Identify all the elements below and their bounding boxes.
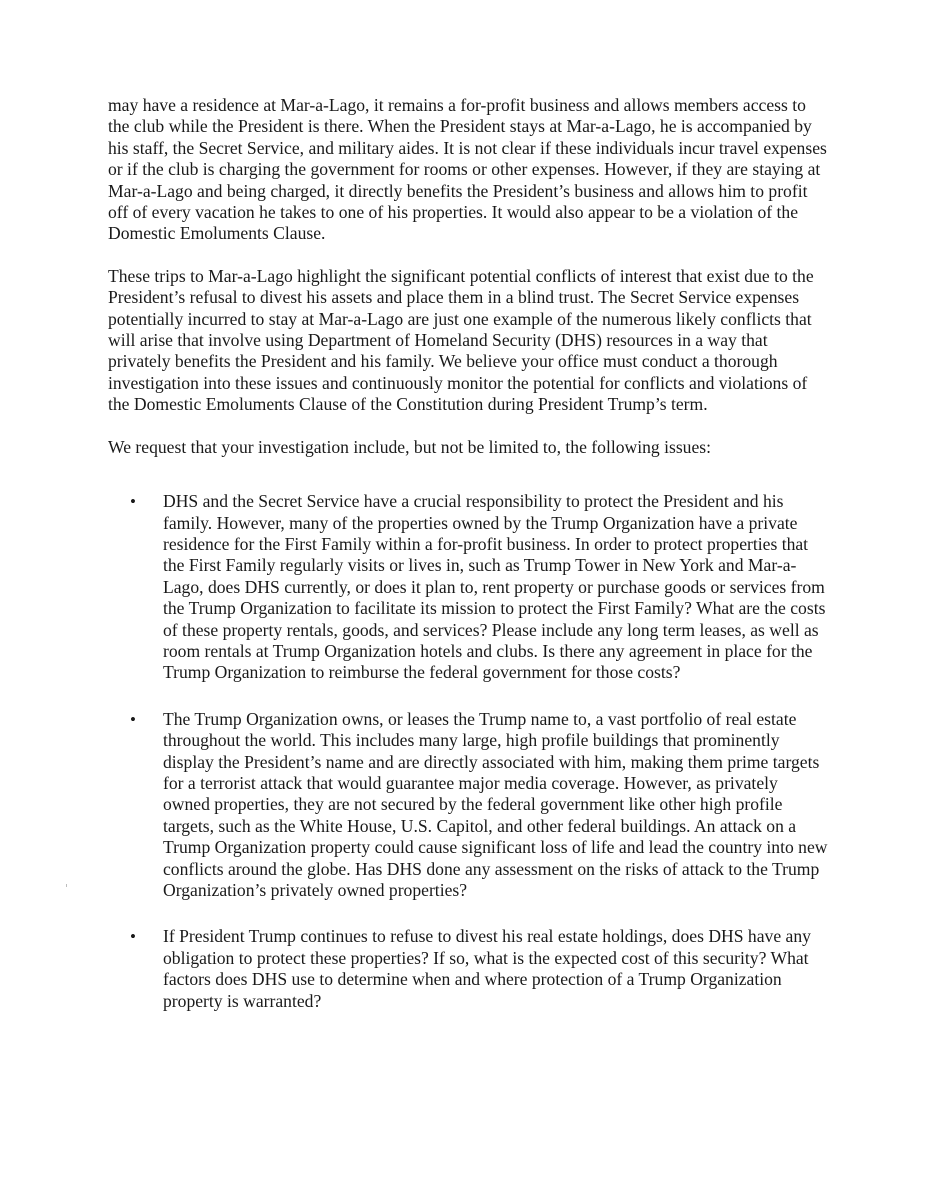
list-item: [108, 709, 828, 902]
issue-text-protection-obligation: If President Trump continues to refuse to divest his real estate holdings, does DHS have any obligation to protect these properties? If so, what is the expected cost of this security? What factors does DHS use to determine when and where protection of a Trump Organization property is warranted?: [163, 926, 811, 1011]
issues-list: [108, 491, 828, 1012]
bullet-icon: •: [130, 709, 136, 729]
list-item: [108, 926, 828, 1012]
issue-text-property-rentals: DHS and the Secret Service have a crucial responsibility to protect the President and his family. However, many of the properties owned by the Trump Organization have a private residence for the First Family within a for-profit business. In order to protect properties that the First Family regularly visits or lives in, such as Trump Tower in New York and Mar-a-Lago, does DHS currently, or does it plan to, rent property or purchase goods or services from the Trump Organization to facilitate its mission to protect the First Family? What are the costs of these property rentals, goods, and services? Please include any long term leases, as well as room rentals at Trump Organization hotels and clubs. Is there any agreement in place for the Trump Organization to reimburse the federal government for those costs?: [163, 491, 826, 683]
paragraph-conflicts-of-interest: These trips to Mar-a-Lago highlight the significant potential conflicts of interest that exist due to the President’s refusal to divest his assets and place them in a blind trust. The Secret Service expenses potentially incurred to stay at Mar-a-Lago are just one example of the numerous likely conflicts that will arise that involve using Department of Homeland Security (DHS) resources in a way that privately benefits the President and his family. We believe your office must conduct a thorough investigation into these issues and continuously monitor the potential for conflicts and violations of the Domestic Emoluments Clause of the Constitution during President Trump’s term.: [108, 265, 814, 415]
letter-body: [108, 95, 828, 1037]
list-item: [108, 491, 828, 684]
issue-text-risk-assessment: The Trump Organization owns, or leases the Trump name to, a vast portfolio of real estate throughout the world. This includes many large, high profile buildings that prominently display the President’s name and are directly associated with him, making them prime targets for a terrorist attack that would guarantee major media coverage. However, as privately owned properties, they are not secured by the federal government like other high profile targets, such as the White House, U.S. Capitol, and other federal buildings. An attack on a Trump Organization property could cause significant loss of life and lead the country into new conflicts around the globe. Has DHS done any assessment on the risks of attack to the Trump Organization’s privately owned properties?: [163, 708, 828, 900]
scan-artifact: [66, 884, 67, 887]
paragraph-mar-a-lago-residence: may have a residence at Mar-a-Lago, it remains a for-profit business and allows members access to the club while the President is there. When the President stays at Mar-a-Lago, he is accompanied by his staff, the Secret Service, and military aides. It is not clear if these individuals incur travel expenses or if the club is charging the government for rooms or other expenses. However, if they are staying at Mar-a-Lago and being charged, it directly benefits the President’s business and allows him to profit off of every vacation he takes to one of his properties. It would also appear to be a violation of the Domestic Emoluments Clause.: [108, 95, 827, 244]
bullet-icon: •: [130, 492, 136, 512]
bullet-icon: •: [130, 927, 136, 947]
paragraph-investigation-request: We request that your investigation include, but not be limited to, the following issues:: [108, 436, 712, 457]
